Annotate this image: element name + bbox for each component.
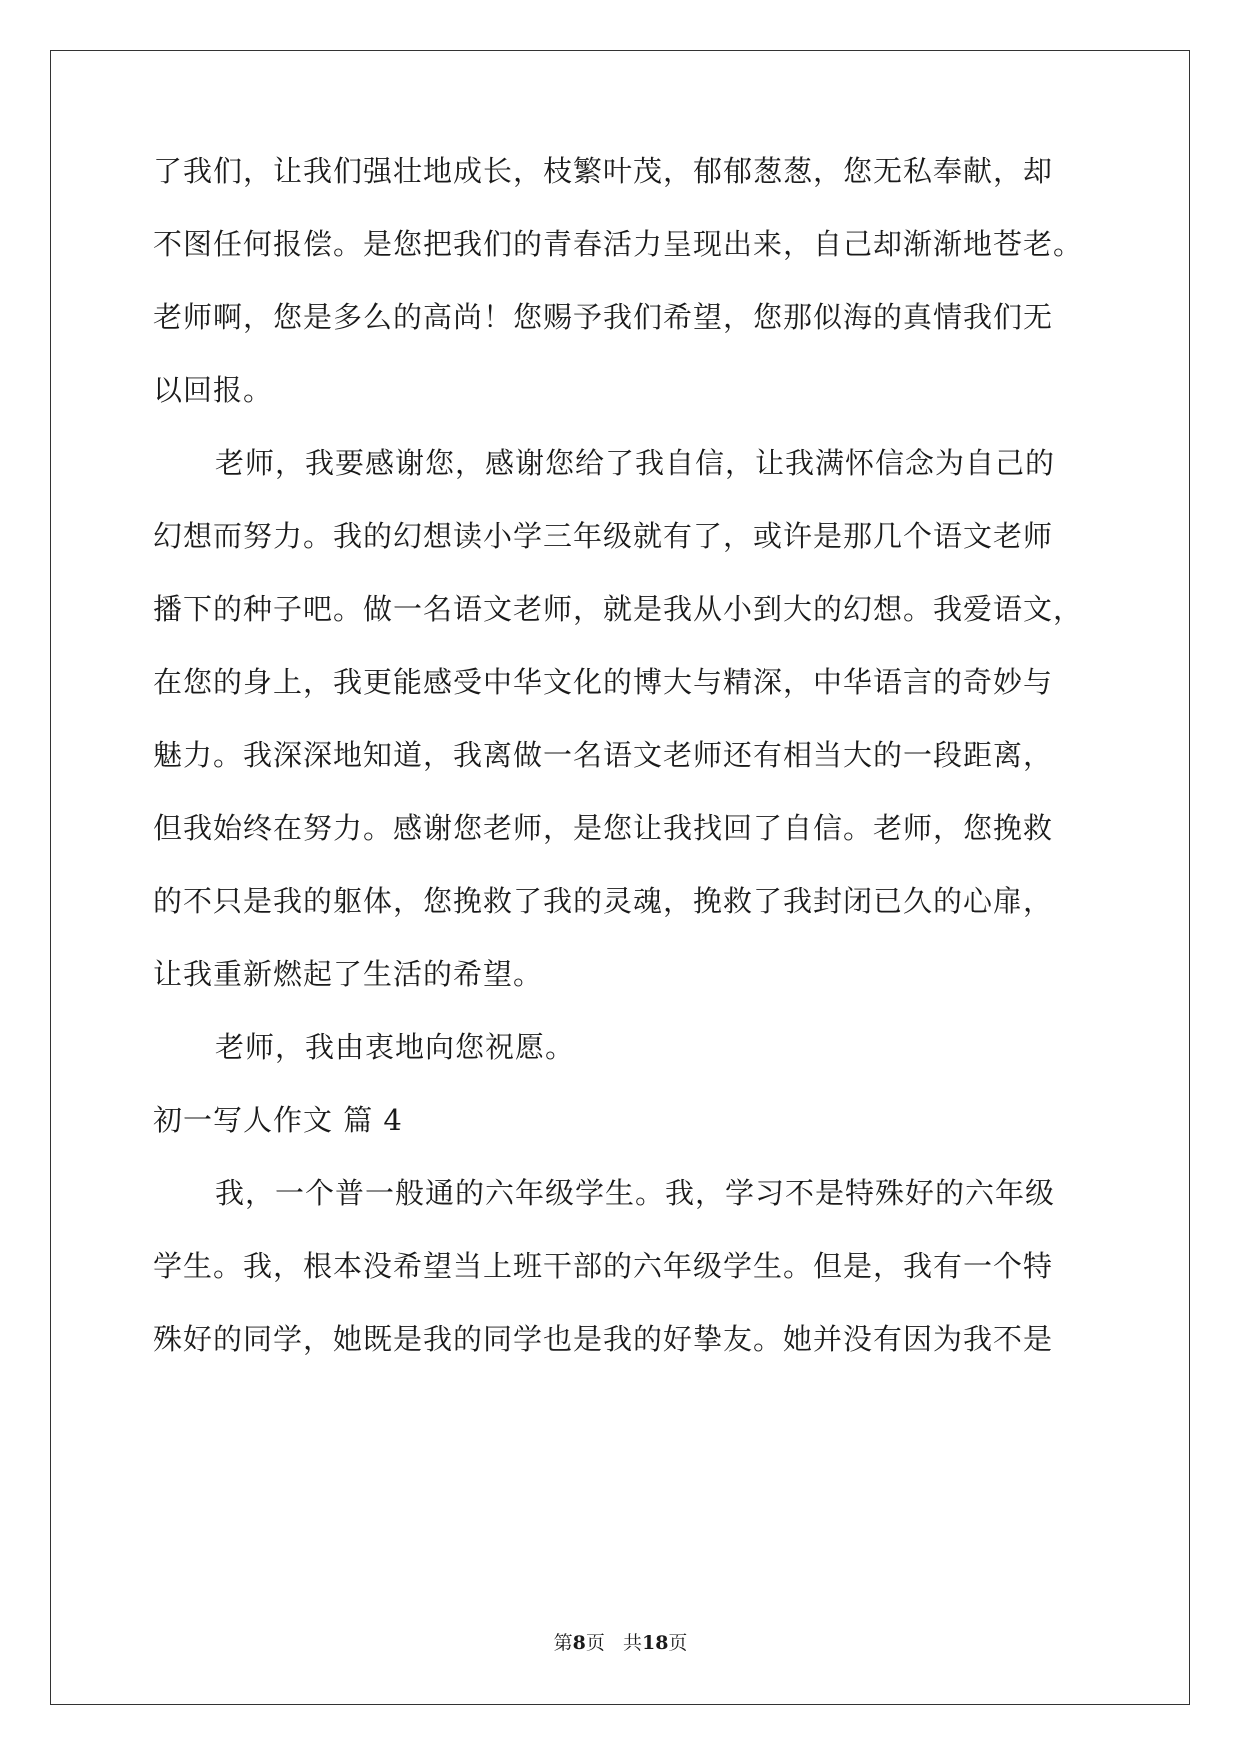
paragraph-start-line: 我，一个普一般通的六年级学生。我，学习不是特殊好的六年级 bbox=[215, 1176, 1056, 1210]
page-prefix: 第 bbox=[553, 1632, 573, 1654]
total-suffix: 页 bbox=[668, 1632, 688, 1654]
page-number: 8 bbox=[572, 1632, 586, 1654]
text-line: 幻想而努力。我的幻想读小学三年级就有了，或许是那几个语文老师 bbox=[153, 519, 1054, 553]
text-line: 的不只是我的躯体，您挽救了我的灵魂，挽救了我封闭已久的心扉， bbox=[153, 884, 1054, 918]
text-line: 让我重新燃起了生活的希望。 bbox=[153, 957, 544, 991]
text-line: 不图任何报偿。是您把我们的青春活力呈现出来，自己却渐渐地苍老。 bbox=[153, 227, 1084, 261]
text-line: 在您的身上，我更能感受中华文化的博大与精深，中华语言的奇妙与 bbox=[153, 665, 1054, 699]
paragraph-start-line: 老师，我由衷地向您祝愿。 bbox=[215, 1030, 576, 1064]
total-prefix: 共 bbox=[622, 1632, 642, 1654]
text-line: 但我始终在努力。感谢您老师，是您让我找回了自信。老师，您挽救 bbox=[153, 811, 1054, 845]
page-suffix: 页 bbox=[585, 1632, 605, 1654]
paragraph-start-line: 老师，我要感谢您，感谢您给了我自信，让我满怀信念为自己的 bbox=[215, 446, 1056, 480]
text-line: 老师啊，您是多么的高尚！您赐予我们希望，您那似海的真情我们无 bbox=[153, 300, 1054, 334]
text-line: 魅力。我深深地知道，我离做一名语文老师还有相当大的一段距离， bbox=[153, 738, 1054, 772]
total-pages: 18 bbox=[641, 1632, 669, 1654]
text-line: 殊好的同学，她既是我的同学也是我的好挚友。她并没有因为我不是 bbox=[153, 1322, 1054, 1356]
text-line: 学生。我，根本没希望当上班干部的六年级学生。但是，我有一个特 bbox=[153, 1249, 1054, 1283]
text-line: 播下的种子吧。做一名语文老师，就是我从小到大的幻想。我爱语文， bbox=[153, 592, 1084, 626]
page-footer bbox=[0, 1631, 1241, 1655]
text-line: 了我们，让我们强壮地成长，枝繁叶茂，郁郁葱葱，您无私奉献，却 bbox=[153, 154, 1054, 188]
text-line: 以回报。 bbox=[153, 373, 274, 407]
section-heading: 初一写人作文 篇 4 bbox=[153, 1103, 403, 1137]
